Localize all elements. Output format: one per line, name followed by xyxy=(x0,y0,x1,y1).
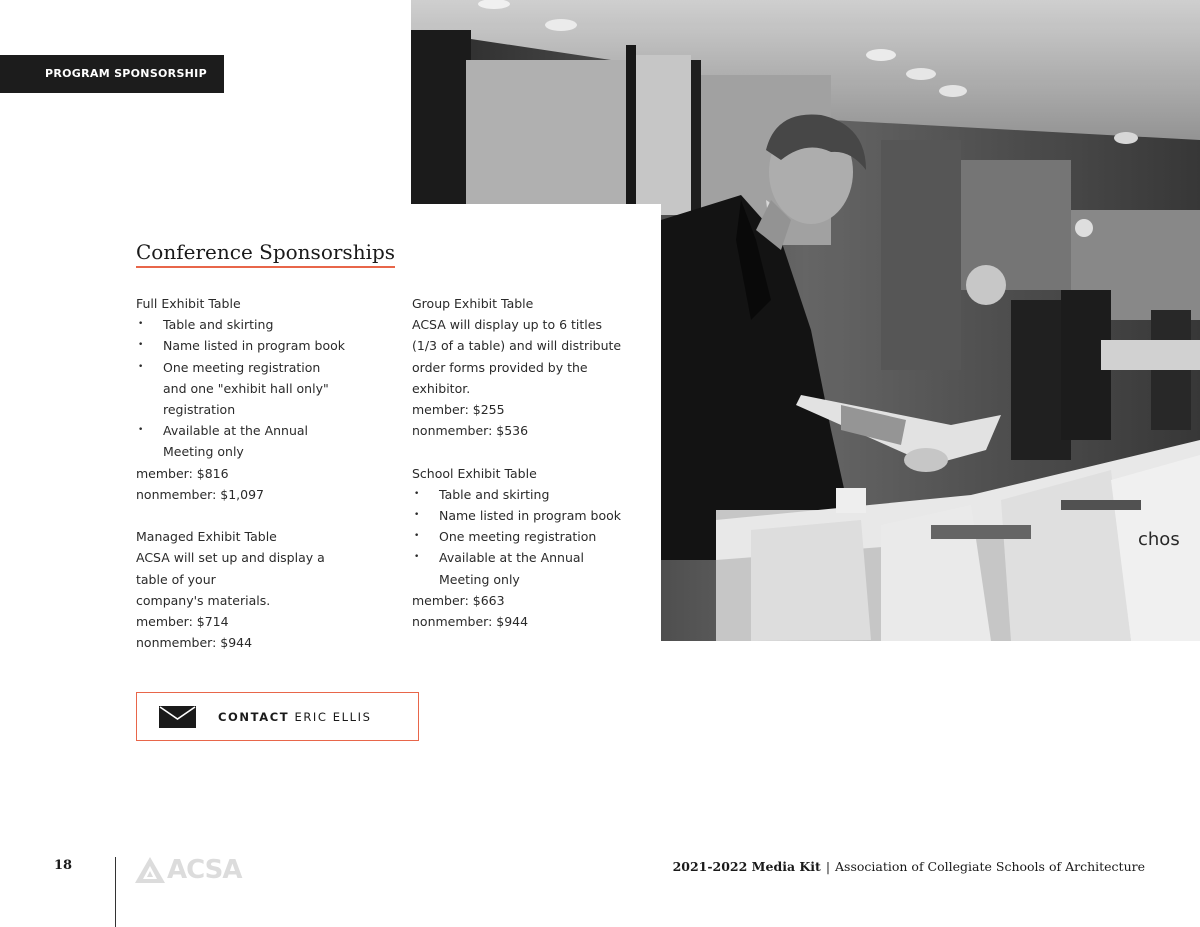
managed-exhibit-desc-line: ACSA will set up and display a xyxy=(136,550,325,566)
full-exhibit-bullets xyxy=(136,314,376,462)
section-tag: PROGRAM SPONSORSHIP xyxy=(0,55,224,93)
photo-visible-text: chos xyxy=(1138,529,1180,550)
full-exhibit-member-price: member: $816 xyxy=(136,465,229,481)
list-item-text: Table and skirting xyxy=(163,317,274,333)
list-item-text: Available at the Annual xyxy=(163,423,309,439)
list-item xyxy=(412,526,642,547)
contact-label xyxy=(218,710,372,724)
group-exhibit-desc-line: (1/3 of a table) and will distribute xyxy=(412,338,622,354)
contact-name: ERIC ELLIS xyxy=(294,709,372,724)
school-exhibit-nonmember-price: nonmember: $944 xyxy=(412,614,529,630)
media-kit-title: 2021-2022 Media Kit xyxy=(672,859,821,874)
list-item-text: Name listed in program book xyxy=(163,338,345,354)
footer-title xyxy=(673,859,1145,874)
list-item-text: One meeting registration xyxy=(439,529,597,545)
school-exhibit-bullets xyxy=(412,484,642,590)
list-item xyxy=(412,484,642,505)
group-exhibit-member-price: member: $255 xyxy=(412,402,505,418)
acsa-logo xyxy=(135,855,242,885)
left-column xyxy=(136,293,376,653)
footer-separator: | xyxy=(825,859,831,874)
list-item-text: and one "exhibit hall only" xyxy=(163,380,329,396)
org-name: Association of Collegiate Schools of Architecture xyxy=(835,859,1145,874)
managed-exhibit-member-price: member: $714 xyxy=(136,614,229,630)
contact-label-bold: CONTACT xyxy=(218,709,290,724)
group-exhibit-desc-line: exhibitor. xyxy=(412,380,471,396)
school-exhibit-title: School Exhibit Table xyxy=(412,465,537,481)
full-exhibit-nonmember-price: nonmember: $1,097 xyxy=(136,486,265,502)
page-number: 18 xyxy=(54,858,73,873)
list-item xyxy=(136,314,376,335)
list-item xyxy=(136,357,376,421)
list-item xyxy=(412,505,642,526)
managed-exhibit-desc-line: table of your xyxy=(136,571,216,587)
list-item-text: One meeting registration xyxy=(163,359,321,375)
school-exhibit-member-price: member: $663 xyxy=(412,592,505,608)
acsa-logo-triangle-icon xyxy=(135,857,165,883)
page-title: Conference Sponsorships xyxy=(136,240,395,268)
managed-exhibit-title: Managed Exhibit Table xyxy=(136,529,277,545)
contact-button[interactable] xyxy=(136,692,419,741)
list-item-text: Meeting only xyxy=(439,571,520,587)
list-item-text: registration xyxy=(163,402,236,418)
group-exhibit-desc-line: order forms provided by the xyxy=(412,359,588,375)
managed-exhibit-desc-line: company's materials. xyxy=(136,592,271,608)
list-item-text: Table and skirting xyxy=(439,486,550,502)
group-exhibit-nonmember-price: nonmember: $536 xyxy=(412,423,529,439)
managed-exhibit-nonmember-price: nonmember: $944 xyxy=(136,635,253,651)
group-exhibit-title: Group Exhibit Table xyxy=(412,296,534,311)
list-item xyxy=(136,335,376,356)
list-item-text: Meeting only xyxy=(163,444,244,460)
acsa-logo-text: ACSA xyxy=(167,855,242,885)
list-item-text: Name listed in program book xyxy=(439,508,621,524)
group-exhibit-desc-line: ACSA will display up to 6 titles xyxy=(412,317,602,333)
list-item-text: Available at the Annual xyxy=(439,550,585,566)
list-item xyxy=(412,547,642,589)
full-exhibit-title: Full Exhibit Table xyxy=(136,296,241,311)
right-column xyxy=(412,293,642,632)
envelope-icon xyxy=(159,706,196,728)
list-item xyxy=(136,420,376,462)
footer-divider xyxy=(115,857,116,927)
